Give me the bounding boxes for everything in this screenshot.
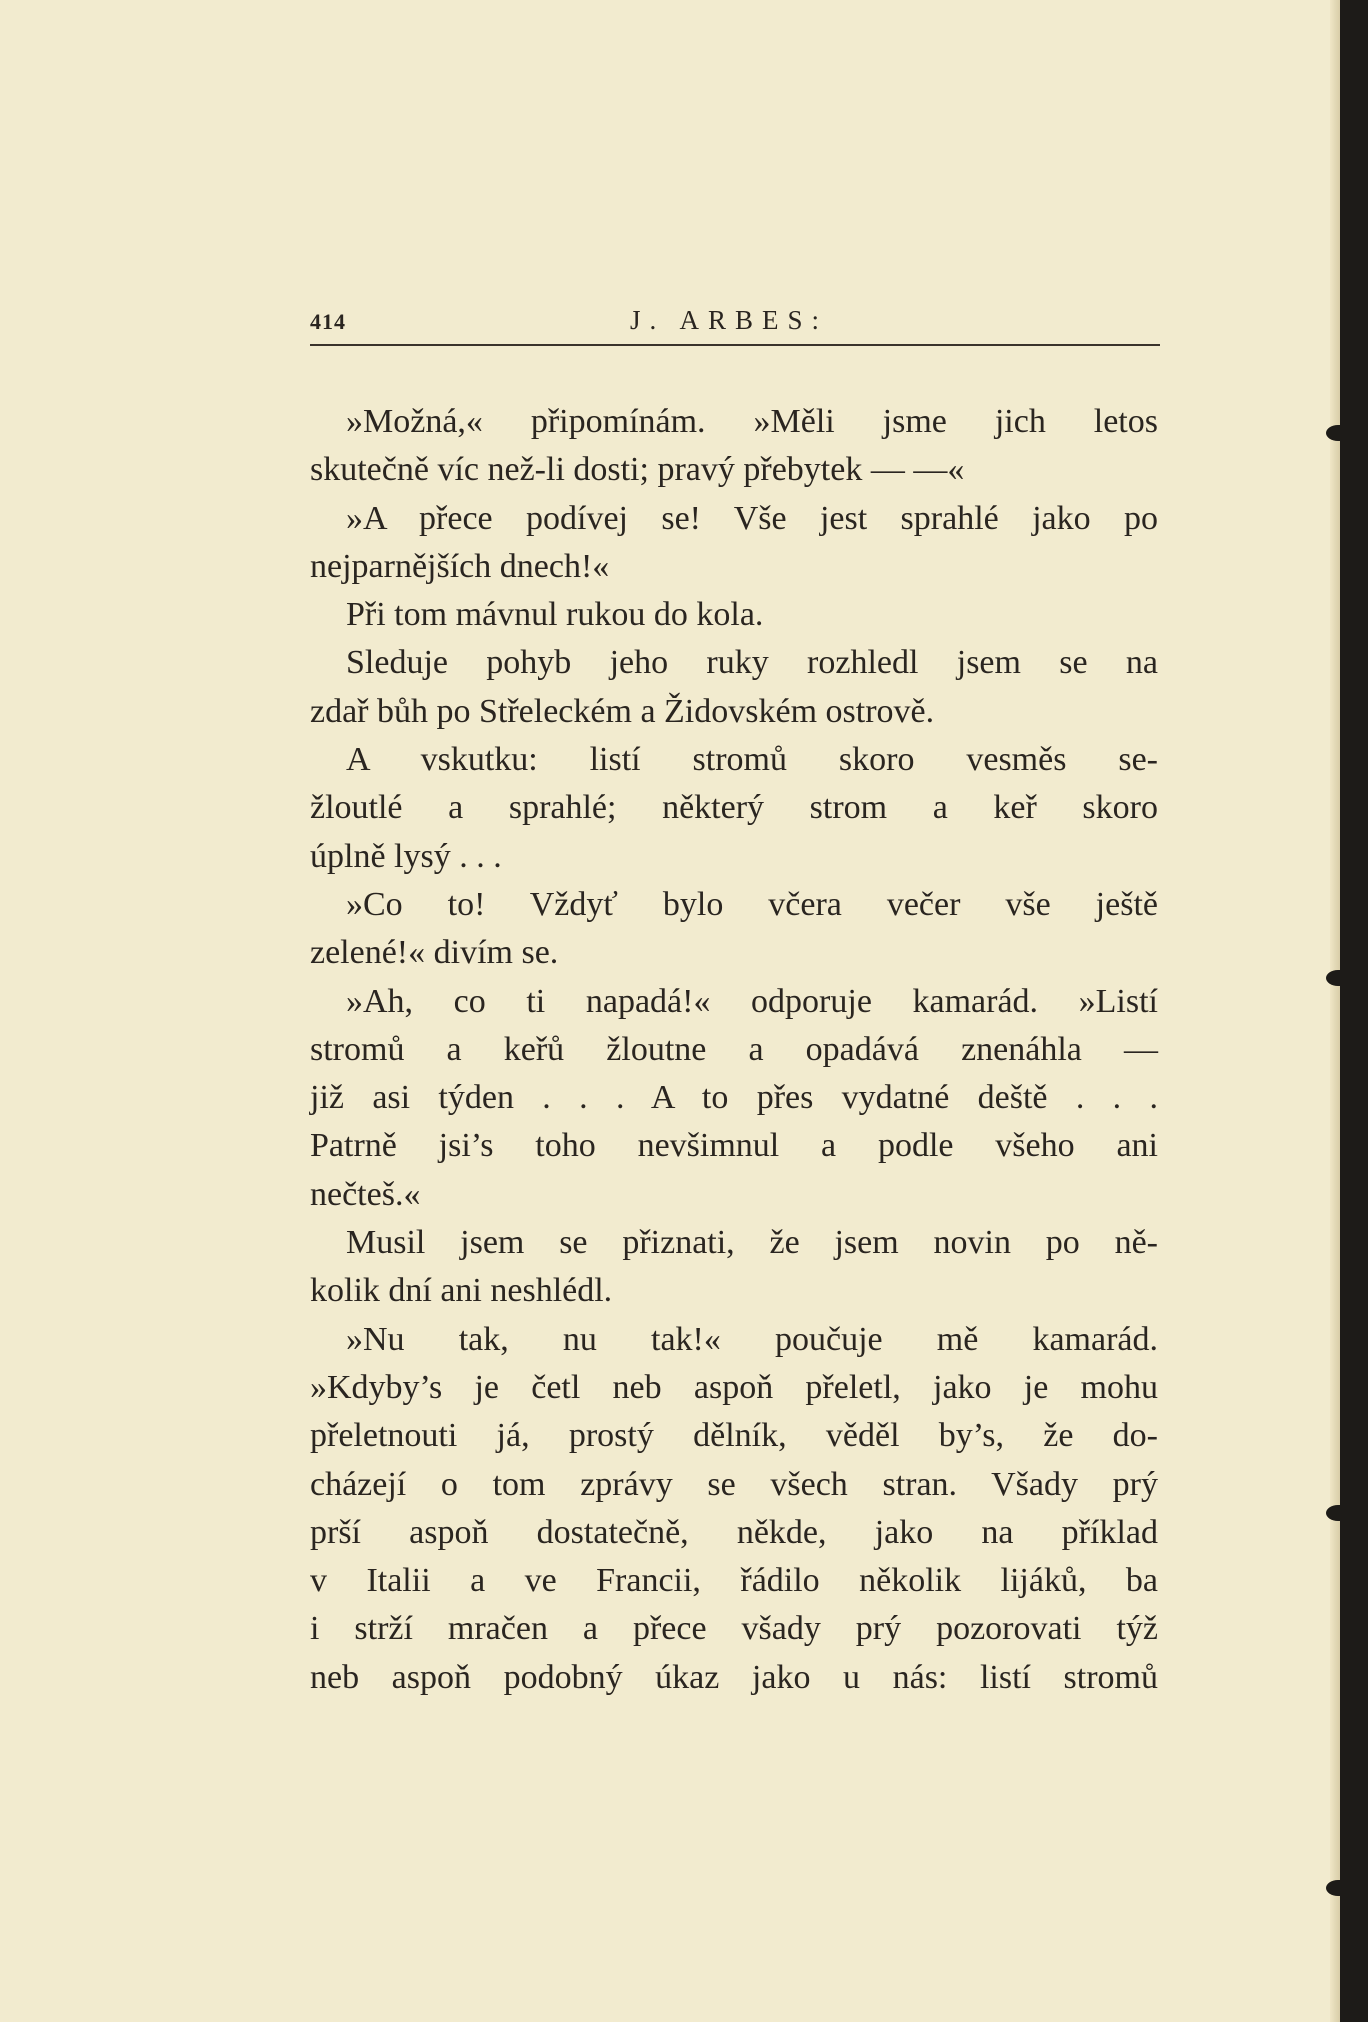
page-edge [1330,0,1340,2022]
text-line: »Co to! Vždyť bylo včera večer vše ještě [346,885,1158,923]
text-line: stromů a keřů žloutne a opadává znenáhla — [310,1030,1158,1068]
text-line: A vskutku: listí stromů skoro vesměs se- [346,741,1158,779]
text-line: »Kdyby’s je četl neb aspoň přeletl, jako je mohu [310,1368,1158,1406]
text-line: žloutlé a sprahlé; některý strom a keř skoro [310,789,1158,827]
text-line: v Italii a ve Francii, řádilo několik lijáků, ba [310,1562,1158,1600]
binding-mark [1326,970,1350,986]
page-header [310,305,1160,345]
header-rule [310,344,1160,346]
binding-mark [1326,425,1350,441]
text-line: nejparnějších dnech!« [310,547,610,585]
running-head: J. ARBES: [630,305,829,335]
text-line: neb aspoň podobný úkaz jako u nás: listí stromů [310,1658,1158,1696]
text-line: Sleduje pohyb jeho ruky rozhledl jsem se na [346,644,1158,682]
text-line: kolik dní ani neshlédl. [310,1272,613,1310]
text-line: Patrně jsi’s toho nevšimnul a podle všeho ani [310,1127,1158,1165]
page-number: 414 [310,309,346,334]
body-text [310,398,1158,1702]
text-line: zelené!« divím se. [310,934,559,972]
text-line: již asi týden . . . A to přes vydatné deště . . . [310,1079,1158,1117]
text-line: cházejí o tom zprávy se všech stran. Všady prý [310,1465,1158,1503]
book-spine [1340,0,1368,2022]
text-line: nečteš.« [310,1175,421,1213]
binding-mark [1326,1505,1350,1521]
text-line: »Ah, co ti napadá!« odporuje kamarád. »Listí [346,982,1158,1020]
binding-mark [1326,1880,1350,1896]
text-line: »Možná,« připomínám. »Měli jsme jich letos [346,403,1158,440]
text-line: i strží mračen a přece všady prý pozorovati týž [310,1610,1158,1648]
text-line: prší aspoň dostatečně, někde, jako na příklad [310,1513,1158,1551]
text-line: přeletnouti já, prostý dělník, věděl by’s, že do- [310,1417,1158,1455]
text-line: zdař bůh po Střeleckém a Židovském ostrově. [310,692,935,730]
text-line: skutečně víc než-li dosti; pravý přebytek — —« [310,451,965,489]
text-line: »Nu tak, nu tak!« poučuje mě kamarád. [346,1320,1158,1358]
text-line: »A přece podívej se! Vše jest sprahlé jako po [346,499,1158,537]
text-line: Musil jsem se přiznati, že jsem novin po ně- [346,1224,1158,1262]
text-line: úplně lysý . . . [310,837,502,875]
text-line: Při tom mávnul rukou do kola. [346,596,764,634]
